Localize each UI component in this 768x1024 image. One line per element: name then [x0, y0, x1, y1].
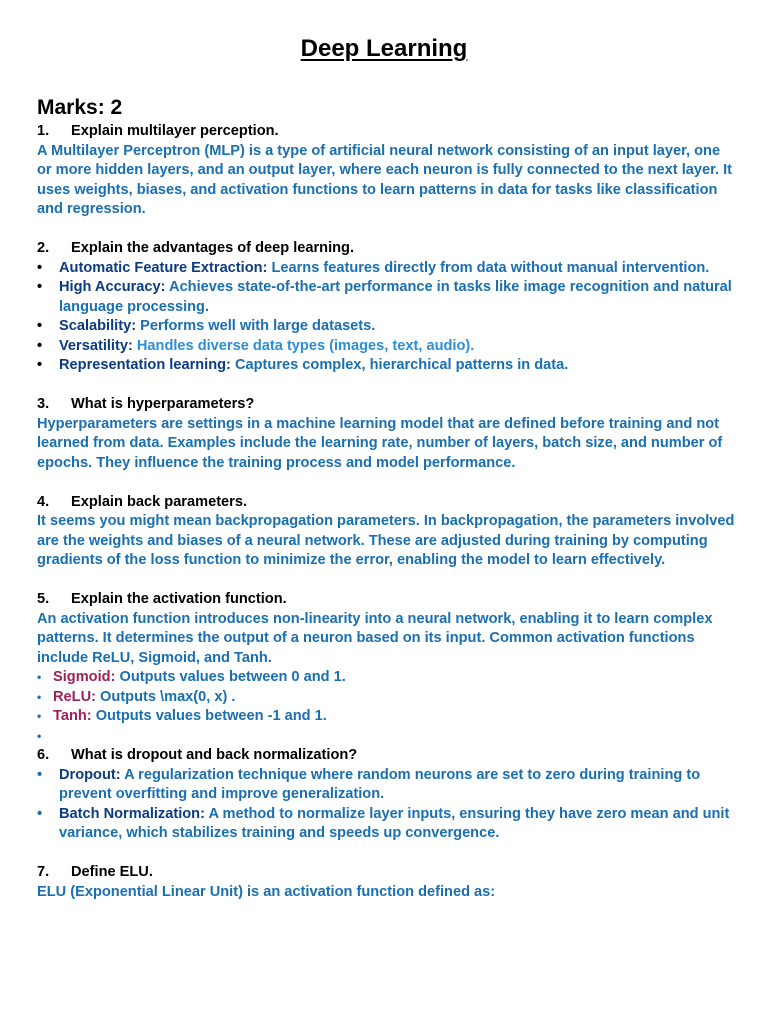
question-text: Explain the advantages of deep learning. — [71, 240, 355, 256]
bullet-desc: A regularization technique where random neurons are set to zero during training to prevent overfitting and improve generalization. — [59, 766, 701, 802]
list-item — [37, 727, 737, 747]
bullet-icon: • — [37, 670, 42, 684]
bullet-term: Sigmoid: — [53, 669, 116, 685]
list-item — [37, 688, 737, 708]
list-item — [37, 668, 737, 688]
question-5 — [37, 590, 737, 610]
question-number: 5. — [37, 591, 50, 607]
answer-1: A Multilayer Perceptron (MLP) is a type of artificial neural network consisting of an input layer, one or more hidden layers, and an output layer, where each neuron is fully connected to the next layer. It uses weights, biases, and activation functions to learn patterns in data for tasks like classification and regression. — [37, 142, 732, 217]
list-item — [37, 766, 737, 805]
question-text: Define ELU. — [71, 864, 153, 880]
bullet-desc: Captures complex, hierarchical patterns in data. — [234, 357, 569, 373]
bullet-term: Tanh: — [53, 708, 92, 724]
question-6 — [37, 746, 737, 766]
bullet-desc: Performs well with large datasets. — [140, 318, 376, 334]
document-title: Deep Learning — [300, 35, 468, 62]
list-item — [37, 337, 737, 357]
bullet-icon: • — [37, 709, 42, 723]
bullet-desc: A method to normalize layer inputs, ensuring they have zero mean and unit variance, which stabilizes training and speeds up convergence. — [59, 805, 730, 841]
bullet-term: Versatility: — [59, 337, 133, 354]
bullet-desc: Outputs \max(0, x) . — [100, 688, 236, 705]
bullet-desc: Outputs values between 0 and 1. — [119, 669, 346, 685]
list-item — [37, 707, 737, 727]
marks-heading: Marks: 2 — [37, 96, 123, 119]
bullet-term: Scalability: — [59, 318, 137, 334]
question-2 — [37, 239, 737, 259]
list-item — [37, 805, 737, 844]
answer-7: ELU (Exponential Linear Unit) is an activation function defined as: — [37, 883, 496, 900]
list-item — [37, 317, 737, 337]
bullet-icon: • — [37, 279, 43, 295]
answer-5: An activation function introduces non-linearity into a neural network, enabling it to learn complex patterns. It determines the output of a neuron based on its input. Common activation functions include ReLU, Sigmoid, and Tanh. — [37, 610, 713, 666]
answer-3: Hyperparameters are settings in a machine learning model that are defined before training and not learned from data. Examples include the learning rate, number of layers, batch size, and number of epochs. They influence the training process and model performance. — [37, 415, 723, 471]
question-4 — [37, 493, 737, 513]
bullet-icon: • — [37, 766, 43, 783]
bullet-desc: Handles diverse data types (images, text, audio). — [136, 337, 475, 354]
question-3 — [37, 395, 737, 415]
question-text: What is dropout and back normalization? — [71, 747, 358, 763]
bullet-term: ReLU: — [53, 688, 96, 705]
question-1 — [37, 122, 737, 142]
question-text: Explain back parameters. — [71, 493, 248, 510]
list-item — [37, 259, 737, 279]
bullet-icon: • — [37, 337, 43, 354]
bullet-term: High Accuracy: — [59, 279, 166, 295]
bullet-term: Automatic Feature Extraction: — [59, 259, 268, 276]
bullet-icon: • — [37, 318, 43, 334]
question-7 — [37, 863, 737, 883]
question-text: Explain the activation function. — [71, 591, 287, 607]
bullet-desc: Achieves state-of-the-art performance in tasks like image recognition and natural language processing. — [59, 279, 732, 315]
question-number: 3. — [37, 396, 50, 412]
list-item — [37, 278, 737, 317]
question-number: 2. — [37, 240, 50, 256]
question-number: 7. — [37, 864, 50, 880]
bullet-desc: Outputs values between -1 and 1. — [95, 708, 327, 724]
question-list — [37, 122, 737, 902]
bullet-term: Dropout: — [59, 766, 121, 783]
list-item — [37, 356, 737, 376]
question-number: 1. — [37, 123, 50, 139]
answer-4: It seems you might mean backpropagation parameters. In backpropagation, the parameters involved are the weights and biases of a neural network. These are adjusted during training by computing gradients of the loss function to minimize the error, enabling the model to learn effectively. — [37, 513, 735, 568]
question-text: What is hyperparameters? — [71, 396, 255, 412]
bullet-icon: • — [37, 357, 43, 373]
question-number: 6. — [37, 747, 50, 763]
bullet-desc: Learns features directly from data without manual intervention. — [271, 259, 710, 276]
question-text: Explain multilayer perception. — [71, 123, 279, 139]
bullet-term: Batch Normalization: — [59, 805, 205, 822]
question-number: 4. — [37, 493, 50, 510]
bullet-icon: • — [37, 259, 43, 276]
bullet-icon: • — [37, 689, 42, 704]
bullet-term: Representation learning: — [59, 357, 231, 373]
bullet-icon: • — [37, 805, 43, 822]
bullet-icon: • — [37, 728, 42, 743]
